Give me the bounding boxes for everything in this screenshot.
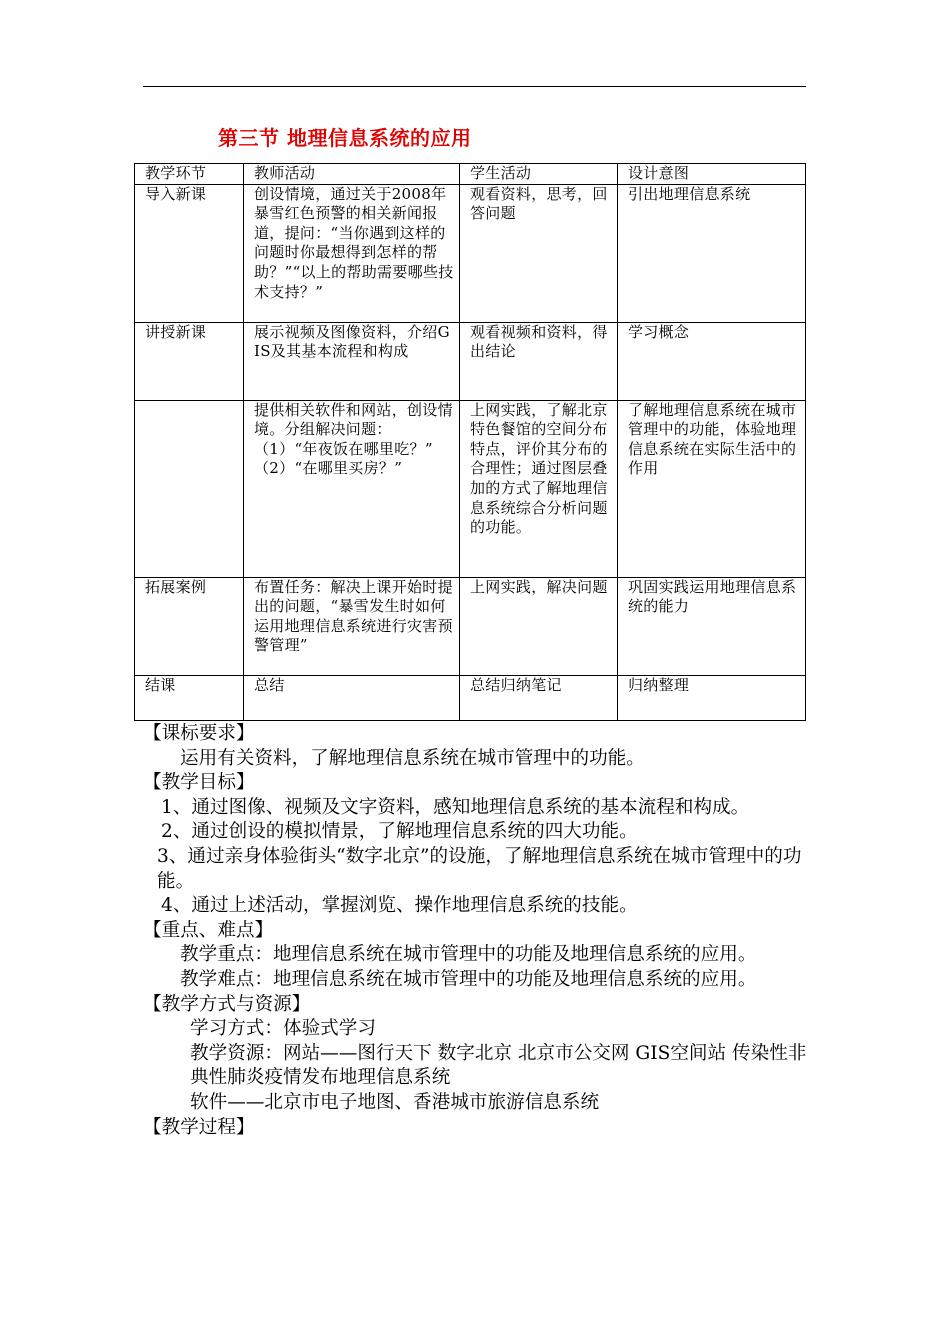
paragraph: 运用有关资料，了解地理信息系统在城市管理中的功能。 (180, 747, 645, 769)
lesson-plan-table (134, 163, 806, 721)
table-cell: 讲授新课 (135, 322, 244, 400)
section-heading: 【教学过程】 (143, 1116, 255, 1138)
table-cell: 引出地理信息系统 (618, 184, 806, 322)
table-cell: 总结 (244, 675, 460, 720)
table-cell: 归纳整理 (618, 675, 806, 720)
goal-item: 3、通过亲身体验街头“数字北京”的设施，了解地理信息系统在城市管理中的功能。 (157, 845, 802, 892)
table-cell: 总结归纳笔记 (460, 675, 618, 720)
question-1: （1）“年夜饭在哪里吃？” (254, 439, 433, 458)
cell-text: 提供相关软件和网站，创设情境。分组解决问题： (254, 400, 453, 439)
table-cell: 拓展案例 (135, 577, 244, 675)
table-cell: 结课 (135, 675, 244, 720)
table-cell: 上网实践，解决问题 (460, 577, 618, 675)
table-cell: 布置任务：解决上课开始时提出的问题，“暴雪发生时如何运用地理信息系统进行灾害预警管理” (244, 577, 460, 675)
goal-item: 1、通过图像、视频及文字资料，感知地理信息系统的基本流程和构成。 (161, 796, 750, 818)
table-cell (135, 400, 244, 577)
table-cell: 观看视频和资料，得出结论 (460, 322, 618, 400)
table-row (135, 400, 806, 577)
section-heading: 【课标要求】 (143, 723, 255, 744)
table-cell (244, 400, 460, 577)
table-cell: 巩固实践运用地理信息系统的能力 (618, 577, 806, 675)
paragraph: 教学重点：地理信息系统在城市管理中的功能及地理信息系统的应用。 (180, 944, 757, 966)
table-cell: 上网实践，了解北京特色餐馆的空间分布特点，评价其分布的合理性；通过图层叠加的方式了解地理信息系统综合分析问题的功能。 (460, 400, 618, 577)
paragraph: 学习方式：体验式学习 (190, 1018, 376, 1040)
table-header-cell: 设计意图 (618, 164, 806, 185)
page-title: 第三节 地理信息系统的应用 (218, 126, 472, 150)
document-body (143, 722, 808, 1140)
table-cell: 观看资料，思考，回答问题 (460, 184, 618, 322)
table-header-cell: 教师活动 (244, 164, 460, 185)
table-cell: 了解地理信息系统在城市管理中的功能，体验地理信息系统在实际生活中的作用 (618, 400, 806, 577)
paragraph: 教学难点：地理信息系统在城市管理中的功能及地理信息系统的应用。 (180, 968, 757, 990)
table-header-cell: 教学环节 (135, 164, 244, 185)
paragraph: 教学资源：网站——图行天下 数字北京 北京市公交网 GIS空间站 传染性非典性肺炎疫情发布地理信息系统 (190, 1042, 807, 1089)
table-cell: 创设情境，通过关于2008年暴雪红色预警的相关新闻报道，提问：“当你遇到这样的问题时你最想得到怎样的帮助？”“以上的帮助需要哪些技术支持？” (244, 184, 460, 322)
table-row (135, 577, 806, 675)
table-cell: 学习概念 (618, 322, 806, 400)
paragraph: 软件——北京市电子地图、香港城市旅游信息系统 (190, 1091, 600, 1113)
table-row (135, 184, 806, 322)
goal-item: 4、通过上述活动，掌握浏览、操作地理信息系统的技能。 (161, 895, 638, 917)
table-cell: 导入新课 (135, 184, 244, 322)
table-header-row (135, 164, 806, 185)
question-2: （2）“在哪里买房？” (254, 459, 403, 478)
goal-item: 2、通过创设的模拟情景，了解地理信息系统的四大功能。 (161, 821, 638, 843)
header-rule (143, 86, 806, 87)
table-row (135, 675, 806, 720)
section-heading: 【教学目标】 (143, 772, 255, 794)
table-cell: 展示视频及图像资料，介绍GIS及其基本流程和构成 (244, 322, 460, 400)
section-heading: 【重点、难点】 (143, 919, 274, 941)
table-header-cell: 学生活动 (460, 164, 618, 185)
section-heading: 【教学方式与资源】 (143, 993, 311, 1015)
table-row (135, 322, 806, 400)
